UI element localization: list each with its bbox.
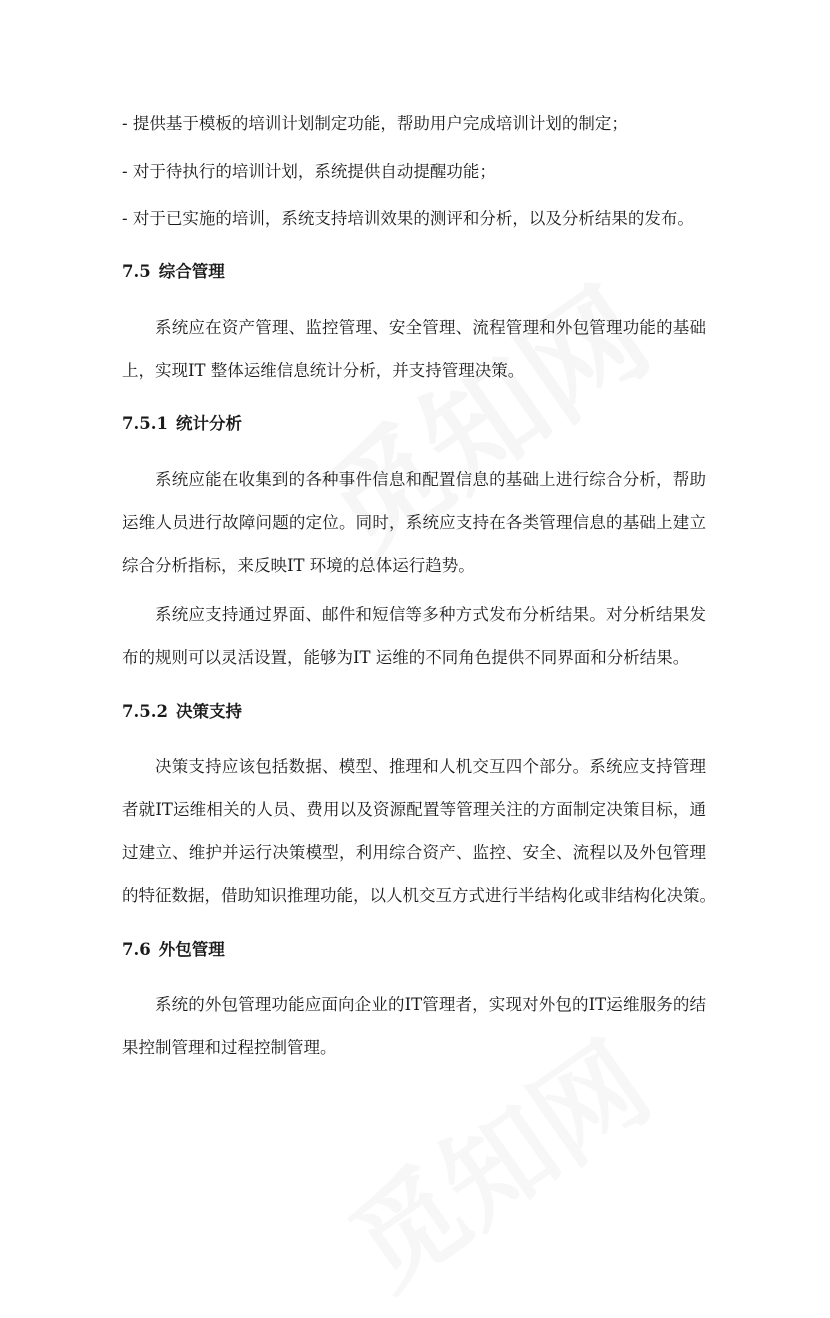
paragraph-line: 过建立、维护并运行决策模型，利用综合资产、监控、安全、流程以及外包管理 (122, 843, 706, 862)
paragraph-line: 决策支持应该包括数据、模型、推理和人机交互四个部分。系统应支持管理 (155, 757, 706, 776)
section-title: 统计分析 (175, 414, 242, 433)
paragraph-line: 者就IT运维相关的人员、费用以及资源配置等管理关注的方面制定决策目标，通 (122, 800, 706, 819)
section-heading (122, 262, 225, 282)
section-title: 决策支持 (175, 702, 242, 721)
section-number: 7.5.2 (122, 702, 168, 721)
bullet-item: - 提供基于模板的培训计划制定功能，帮助用户完成培训计划的制定； (122, 114, 628, 133)
paragraph-line: 系统应支持通过界面、邮件和短信等多种方式发布分析结果。对分析结果发 (155, 605, 706, 624)
section-heading (122, 414, 242, 434)
paragraph-line: 上，实现IT 整体运维信息统计分析，并支持管理决策。 (122, 361, 525, 380)
paragraph-line: 的特征数据，借助知识推理功能，以人机交互方式进行半结构化或非结构化决策。 (122, 886, 716, 905)
section-number: 7.5.1 (122, 414, 168, 433)
paragraph-line: 系统应在资产管理、监控管理、安全管理、流程管理和外包管理功能的基础 (155, 318, 706, 337)
section-number: 7.6 (122, 940, 151, 959)
section-title: 外包管理 (158, 940, 225, 959)
paragraph-line: 系统应能在收集到的各种事件信息和配置信息的基础上进行综合分析，帮助 (155, 470, 706, 489)
bullet-item: - 对于待执行的培训计划，系统提供自动提醒功能； (122, 162, 496, 181)
section-heading (122, 702, 242, 722)
watermark (283, 242, 677, 589)
bullet-item: - 对于已实施的培训，系统支持培训效果的测评和分析，以及分析结果的发布。 (122, 209, 694, 228)
section-number: 7.5 (122, 262, 151, 281)
paragraph-line: 综合分析指标，来反映IT 环境的总体运行趋势。 (122, 556, 475, 575)
paragraph-line: 布的规则可以灵活设置，能够为IT 运维的不同角色提供不同界面和分析结果。 (122, 648, 690, 667)
paragraph-line: 系统的外包管理功能应面向企业的IT管理者，实现对外包的IT运维服务的结 (155, 995, 706, 1014)
paragraph-line: 果控制管理和过程控制管理。 (122, 1038, 337, 1057)
section-title: 综合管理 (158, 262, 225, 281)
paragraph-line: 运维人员进行故障问题的定位。同时，系统应支持在各类管理信息的基础上建立 (122, 513, 706, 532)
section-heading (122, 940, 225, 960)
